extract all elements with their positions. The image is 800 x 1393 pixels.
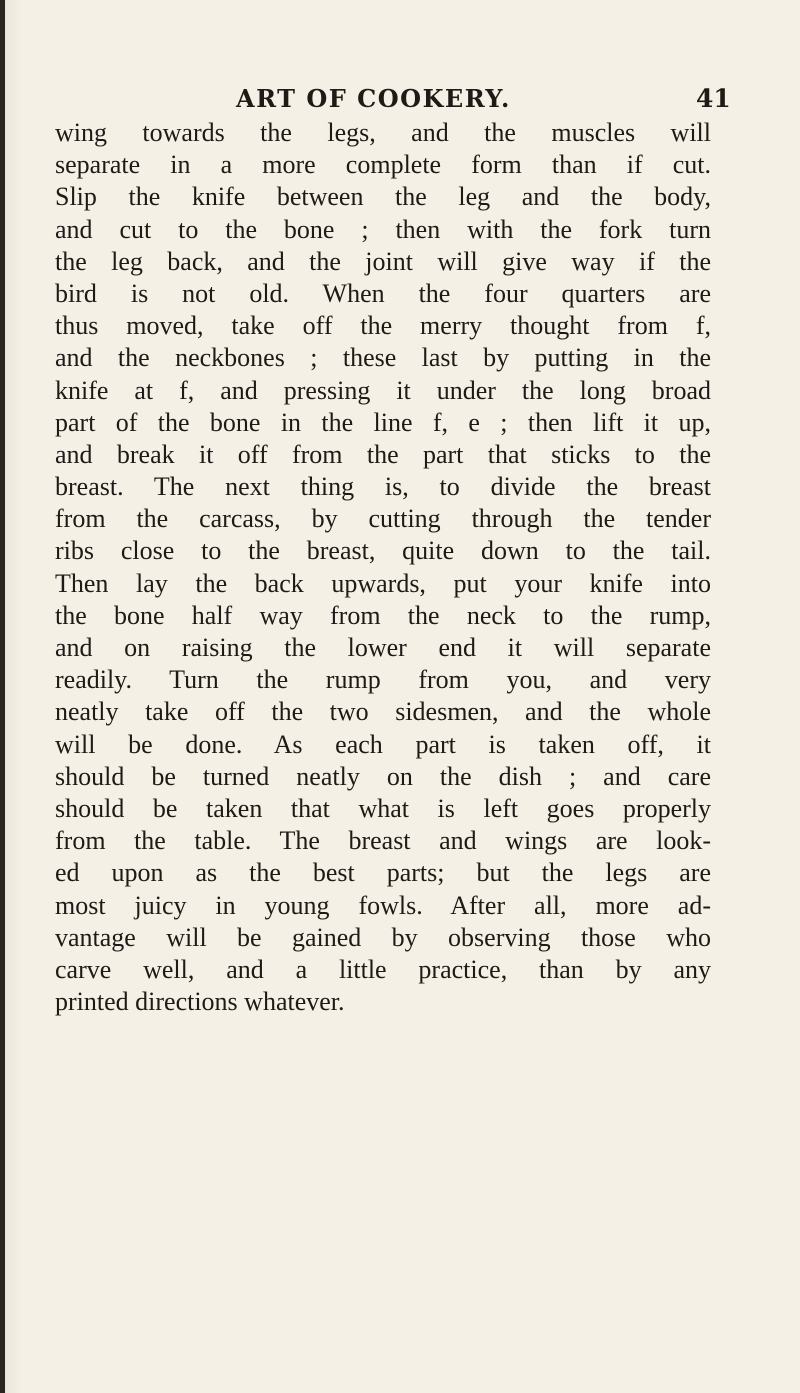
text-line: will be done. As each part is taken off, it [55,729,711,759]
text-line: bird is not old. When the four quarters are [55,278,711,308]
text-line: from the table. The breast and wings are look- [55,826,711,856]
running-head: ART OF COOKERY. [236,84,511,113]
text-line: should be taken that what is left goes properly [55,793,711,823]
text-line: wing towards the legs, and the muscles will [55,118,711,147]
text-line: thus moved, take off the merry thought from f, [55,311,711,341]
text-line: neatly take off the two sidesmen, and the whole [55,697,711,727]
text-line: ed upon as the best parts; but the legs are [55,858,711,888]
text-line: most juicy in young fowls. After all, more ad- [55,890,711,920]
text-line: part of the bone in the line f, e ; then lift it up, [55,407,711,437]
text-line: separate in a more complete form than if cut. [55,150,711,180]
text-line: vantage will be gained by observing those who [55,922,711,952]
text-line: and the neckbones ; these last by putting in the [55,343,711,373]
text-line: should be turned neatly on the dish ; and care [55,761,711,791]
text-line: and break it off from the part that sticks to the [55,439,711,469]
text-line: and cut to the bone ; then with the fork turn [55,214,711,244]
text-line: breast. The next thing is, to divide the breast [55,472,711,502]
text-line: carve well, and a little practice, than by any [55,954,711,984]
text-line: printed directions whatever. [55,987,345,1017]
text-line: Slip the knife between the leg and the body, [55,182,711,212]
text-line: readily. Turn the rump from you, and very [55,665,711,695]
page-gutter-edge [0,0,5,1393]
text-line: Then lay the back upwards, put your knife into [55,568,711,598]
text-line: knife at f, and pressing it under the long broad [55,375,711,405]
text-line: from the carcass, by cutting through the tender [55,504,711,534]
page-header [0,82,800,116]
page-number: 41 [696,84,731,113]
body-text [55,117,711,1018]
text-line: ribs close to the breast, quite down to the tail. [55,536,711,566]
text-line: and on raising the lower end it will separate [55,633,711,662]
text-line: the bone half way from the neck to the rump, [55,600,711,630]
text-line: the leg back, and the joint will give way if the [55,246,711,276]
